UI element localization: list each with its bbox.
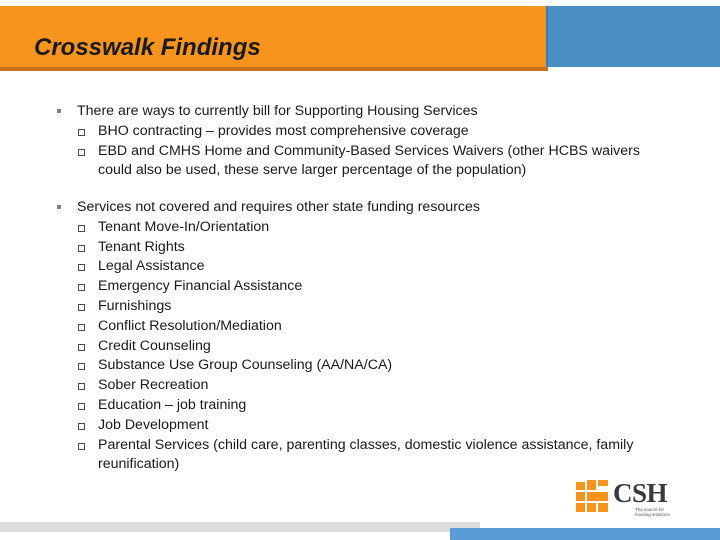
hollow-square-bullet-icon <box>78 245 85 252</box>
sub-bullet-text: BHO contracting – provides most comprehensive coverage <box>98 122 469 139</box>
hollow-square-bullet-icon <box>78 149 85 156</box>
sub-bullet-text: Legal Assistance <box>98 258 205 275</box>
sub-bullet-item <box>77 396 677 416</box>
sub-bullet-item <box>77 297 677 317</box>
sub-bullet-text: Furnishings <box>98 297 172 314</box>
hollow-square-bullet-icon <box>78 344 85 351</box>
sub-bullet-item <box>77 122 677 142</box>
csh-logo <box>576 480 680 520</box>
sub-bullet-item <box>77 337 677 357</box>
hollow-square-bullet-icon <box>78 264 85 271</box>
hollow-square-bullet-icon <box>78 443 85 450</box>
page-title: Crosswalk Findings <box>34 34 261 61</box>
hollow-square-bullet-icon <box>78 403 85 410</box>
bullet-text: Services not covered and requires other state funding resources <box>77 199 480 215</box>
logo-tagline: The source for housing solutions <box>635 507 670 517</box>
hollow-square-bullet-icon <box>78 284 85 291</box>
title-accent-block <box>548 6 720 67</box>
sub-bullet-text: Sober Recreation <box>98 377 209 394</box>
title-band-shadow <box>0 67 548 71</box>
sub-bullet-item <box>77 238 677 258</box>
sub-bullet-text: EBD and CMHS Home and Community-Based Services Waivers (other HCBS waivers could also be used, these serve larger percentage of the population) <box>98 142 640 179</box>
hollow-square-bullet-icon <box>78 324 85 331</box>
sub-bullet-text: Education – job training <box>98 396 247 413</box>
sub-bullet-item <box>77 257 677 277</box>
hollow-square-bullet-icon <box>78 304 85 311</box>
sub-bullet-item <box>77 218 677 238</box>
sub-bullet-item <box>77 317 677 337</box>
hollow-square-bullet-icon <box>78 129 85 136</box>
square-bullet-icon <box>57 205 61 209</box>
sub-bullet-item <box>77 142 677 182</box>
sub-bullet-text: Conflict Resolution/Mediation <box>98 317 282 334</box>
sub-bullet-text: Tenant Move-In/Orientation <box>98 218 270 235</box>
hollow-square-bullet-icon <box>78 225 85 232</box>
sub-bullet-text: Credit Counseling <box>98 337 211 354</box>
square-bullet-icon <box>57 109 61 113</box>
sub-bullet-item <box>77 416 677 436</box>
logo-grid-icon <box>576 480 608 512</box>
sub-bullet-text: Substance Use Group Counseling (AA/NA/CA) <box>98 357 393 374</box>
sub-bullet-item <box>77 436 677 476</box>
sub-bullet-text: Tenant Rights <box>98 238 185 255</box>
bullet-text: There are ways to currently bill for Supporting Housing Services <box>77 103 478 119</box>
footer-bar <box>0 522 480 532</box>
sub-bullet-text: Parental Services (child care, parenting classes, domestic violence assistance, family reunification) <box>98 436 634 473</box>
hollow-square-bullet-icon <box>78 383 85 390</box>
sub-bullet-item <box>77 356 677 376</box>
footer-bar-accent <box>450 528 720 540</box>
sub-bullet-item <box>77 376 677 396</box>
sub-bullet-text: Emergency Financial Assistance <box>98 278 303 295</box>
sub-bullet-text: Job Development <box>98 416 209 433</box>
logo-wordmark: CSH <box>613 478 668 508</box>
hollow-square-bullet-icon <box>78 363 85 370</box>
hollow-square-bullet-icon <box>78 423 85 430</box>
sub-bullet-item <box>77 277 677 297</box>
